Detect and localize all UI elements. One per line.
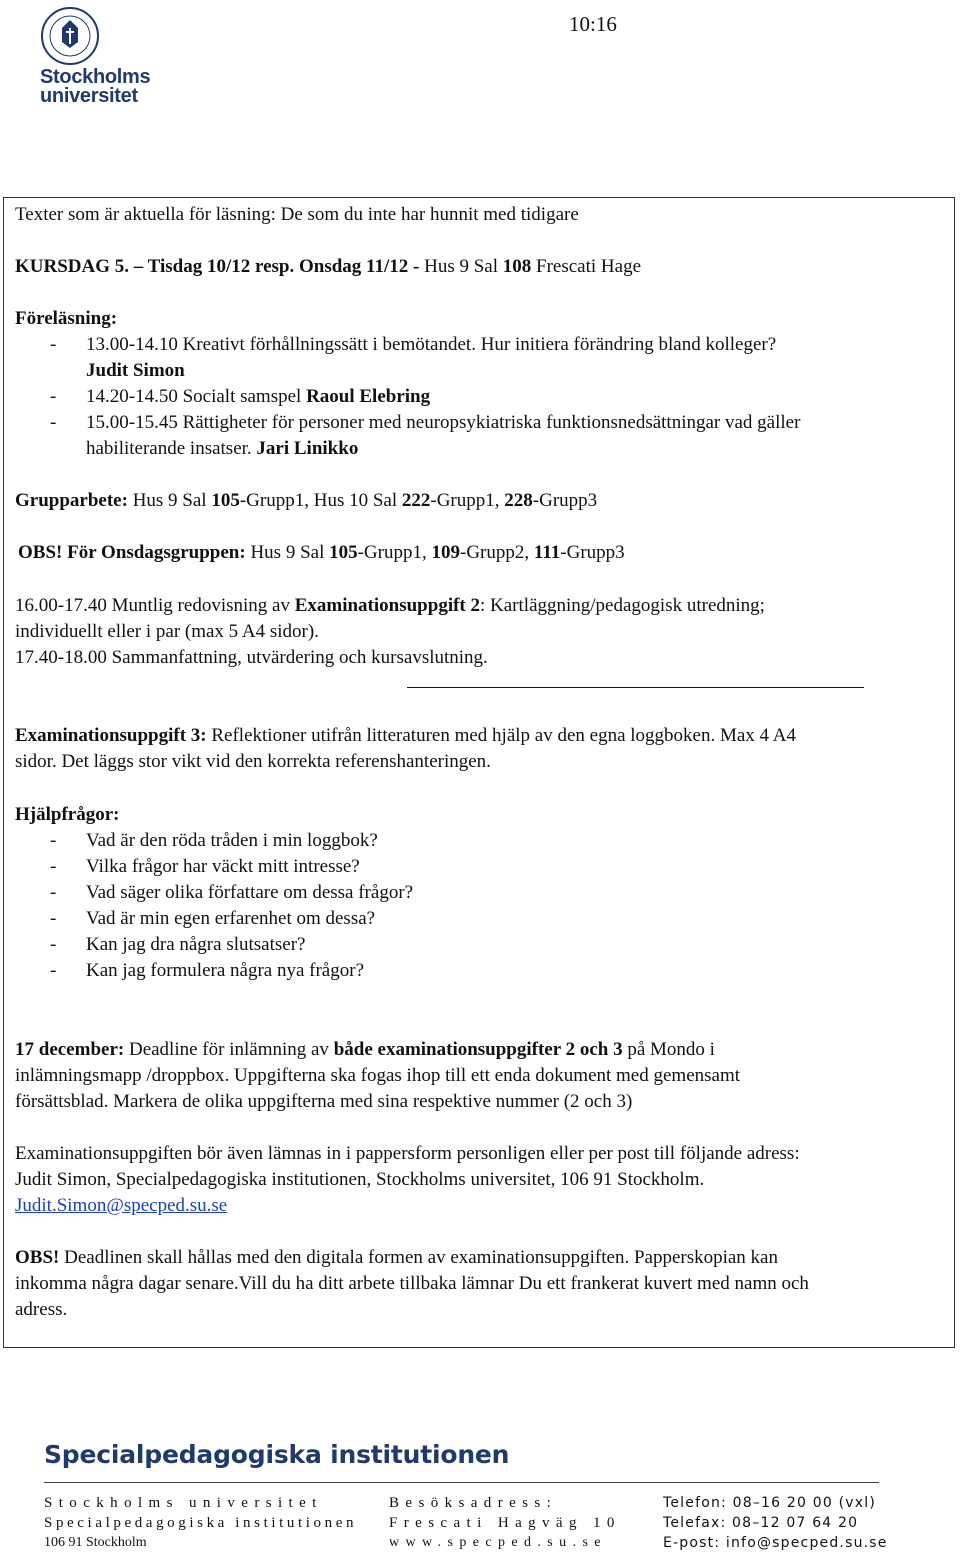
footer-col1-line3: 106 91 Stockholm [44, 1535, 147, 1550]
lecture-item-3-cont: habiliterande insatser. Jari Linikko [86, 438, 359, 459]
list-dash: - [50, 960, 57, 981]
intro-text: Texter som är aktuella för läsning: De som du inte har hunnit med tidigare [15, 204, 579, 225]
obs2-line-3: adress. [15, 1299, 68, 1320]
question-item: Kan jag dra några slutsatser? [86, 934, 306, 955]
muntlig-line-2: individuellt eller i par (max 5 A4 sidor). [15, 621, 319, 642]
footer-col2-line2: Frescati Hagväg 10 [389, 1515, 621, 1531]
list-dash: - [50, 856, 57, 877]
separator-line [407, 687, 864, 688]
footer-col2-line3[interactable]: www.specped.su.se [389, 1535, 607, 1550]
footer-col2-line1: Besöksadress: [389, 1495, 558, 1511]
university-logo [36, 6, 158, 107]
question-item: Vilka frågor har väckt mitt intresse? [86, 856, 360, 877]
footer-col1-line1: Stockholms universitet [44, 1495, 323, 1511]
question-item: Vad är den röda tråden i min loggbok? [86, 830, 378, 851]
footer-title: Specialpedagogiska institutionen [44, 1440, 510, 1469]
deadline-line-2: inlämningsmapp /droppbox. Uppgifterna ska fogas ihop till ett enda dokument med gemensamt [15, 1065, 741, 1086]
lecturer-name: Judit Simon [86, 360, 185, 381]
list-dash: - [50, 830, 57, 851]
onsdag-line: OBS! För Onsdagsgruppen: Hus 9 Sal 105-Grupp1, 109-Grupp2, 111-Grupp3 [18, 542, 625, 563]
post-line-1: Examinationsuppgiften bör även lämnas in i pappersform personligen eller per post till följande adress: [15, 1143, 800, 1164]
logo-name-line1: Stockholms [40, 66, 151, 88]
list-dash: - [50, 908, 57, 929]
list-dash: - [50, 386, 57, 407]
obs2-line: OBS! Deadlinen skall hållas med den digitala formen av examinationsuppgiften. Papperskopian kan [15, 1247, 778, 1268]
lecture-item-1: 13.00-14.10 Kreativt förhållningssätt i bemötandet. Hur initiera förändring bland kolleger? [86, 334, 777, 355]
lecture-item-2: 14.20-14.50 Socialt samspel Raoul Elebring [86, 386, 431, 407]
deadline-line-3: försättsblad. Markera de olika uppgifterna med sina respektive nummer (2 och 3) [15, 1091, 633, 1112]
question-item: Vad är min egen erfarenhet om dessa? [86, 908, 376, 929]
logo-name-line2: universitet [40, 85, 138, 107]
exam3-line-2: sidor. Det läggs stor vikt vid den korrekta referenshanteringen. [15, 751, 491, 772]
content-box [3, 197, 955, 1348]
muntlig-line: 16.00-17.40 Muntlig redovisning av Examinationsuppgift 2: Kartläggning/pedagogisk utredning; [15, 595, 765, 616]
university-seal-icon [38, 6, 102, 66]
exam3-line: Examinationsuppgift 3: Reflektioner utifrån litteraturen med hjälp av den egna loggboken. Max 4 A4 [15, 725, 796, 746]
forelasning-heading: Föreläsning: [15, 308, 118, 329]
grupparbete-line: Grupparbete: Hus 9 Sal 105-Grupp1, Hus 10 Sal 222-Grupp1, 228-Grupp3 [15, 490, 598, 511]
footer-col3-line3[interactable]: E-post: info@specped.su.se [663, 1535, 888, 1551]
list-dash: - [50, 882, 57, 903]
footer-col1-line2: Specialpedagogiska institutionen [44, 1515, 358, 1531]
footer-col3-line2: Telefax: 08–12 07 64 20 [663, 1515, 859, 1531]
post-line-2: Judit Simon, Specialpedagogiska institutionen, Stockholms universitet, 106 91 Stockholm. [15, 1169, 705, 1190]
lecture-item-3: 15.00-15.45 Rättigheter för personer med neuropsykiatriska funktionsnedsättningar vad gäller [86, 412, 801, 433]
list-dash: - [50, 334, 57, 355]
hjalpfragor-heading: Hjälpfrågor: [15, 804, 120, 825]
page-time: 10:16 [569, 12, 617, 36]
deadline-line: 17 december: Deadline för inlämning av både examinationsuppgifter 2 och 3 på Mondo i [15, 1039, 715, 1060]
question-item: Vad säger olika författare om dessa frågor? [86, 882, 414, 903]
obs2-line-2: inkomma några dagar senare.Vill du ha ditt arbete tillbaka lämnar Du ett frankerat kuvert med namn och [15, 1273, 809, 1294]
email-link[interactable]: Judit.Simon@specped.su.se [15, 1195, 228, 1216]
question-item: Kan jag formulera några nya frågor? [86, 960, 364, 981]
sammanfattning-line: 17.40-18.00 Sammanfattning, utvärdering och kursavslutning. [15, 647, 488, 668]
footer-col3-line1: Telefon: 08–16 20 00 (vxl) [663, 1495, 877, 1511]
list-dash: - [50, 412, 57, 433]
list-dash: - [50, 934, 57, 955]
footer-rule [44, 1482, 879, 1483]
kursdag-line: KURSDAG 5. – Tisdag 10/12 resp. Onsdag 11/12 - Hus 9 Sal 108 Frescati Hage [15, 256, 642, 277]
